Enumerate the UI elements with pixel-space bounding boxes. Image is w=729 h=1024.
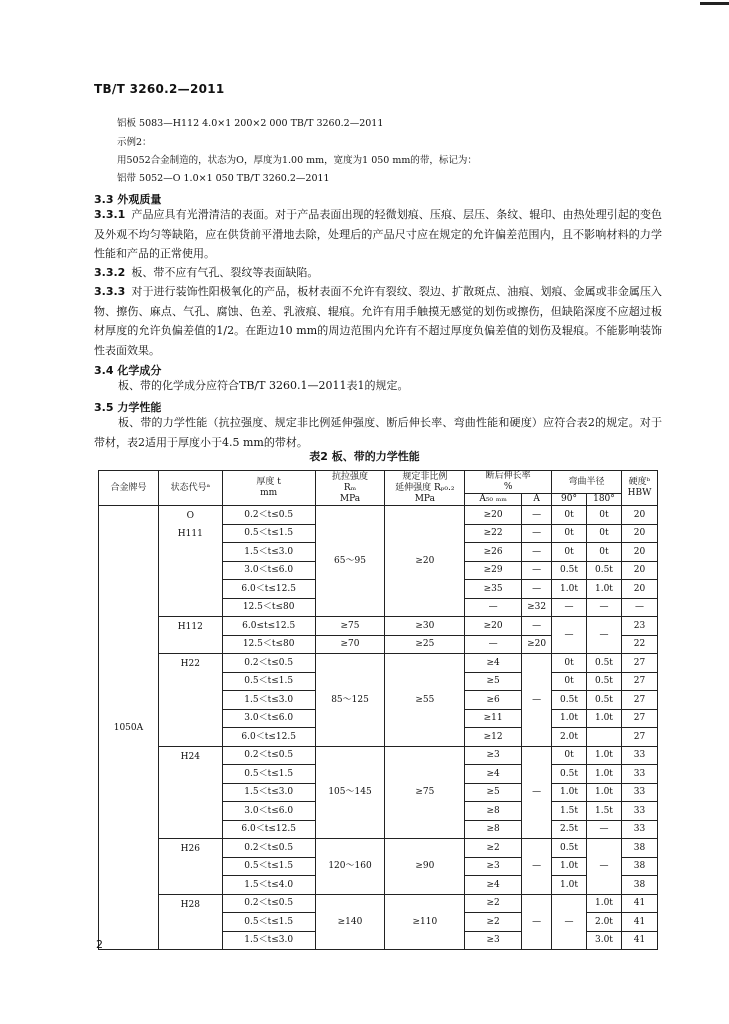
hardness-cell: 33 [621, 765, 657, 784]
table-row [99, 617, 658, 636]
bend-180-cell: 1.0t [586, 580, 621, 599]
hardness-cell: — [621, 598, 657, 617]
thickness-cell: 0.2＜t≤0.5 [222, 654, 315, 673]
table-body [99, 506, 658, 950]
bend-90-cell: 1.0t [552, 709, 587, 728]
a50-cell: ≥35 [465, 580, 522, 599]
bend-90-cell: 0.5t [552, 765, 587, 784]
bend-180-cell: 0t [586, 543, 621, 562]
bend-180-cell: 0.5t [586, 691, 621, 710]
a50-cell: — [465, 635, 522, 654]
a-cell: — [522, 561, 552, 580]
a50-cell: ≥4 [465, 765, 522, 784]
bend-90-cell: 0t [552, 524, 587, 543]
thickness-cell: 6.0＜t≤12.5 [222, 728, 315, 747]
a-cell: — [522, 506, 552, 525]
bend-180-cell: 1.5t [586, 802, 621, 821]
thickness-cell: 12.5＜t≤80 [222, 635, 315, 654]
thickness-cell: 0.5＜t≤1.5 [222, 672, 315, 691]
a50-cell: ≥3 [465, 746, 522, 765]
proof-cell: ≥30 [385, 617, 465, 636]
table-row [99, 894, 658, 913]
bend-180-cell: 2.0t [586, 913, 621, 932]
bend-90-cell: 0t [552, 654, 587, 673]
a50-cell: ≥4 [465, 654, 522, 673]
hardness-cell: 20 [621, 561, 657, 580]
clause-number: 3.3.2 [94, 266, 126, 279]
thickness-cell: 0.2＜t≤0.5 [222, 894, 315, 913]
bend-90-cell: 1.0t [552, 857, 587, 876]
alloy-cell: 1050A [99, 506, 159, 950]
bend-180-cell [586, 728, 621, 747]
example-line-1: 铝板 5083—H112 4.0×1 200×2 000 TB/T 3260.2—2011 [117, 118, 384, 129]
a-cell: — [522, 746, 552, 839]
paragraph-3-3-3 [94, 282, 662, 360]
table-row [99, 746, 658, 765]
scan-mark [700, 2, 729, 5]
thickness-cell: 6.0＜t≤12.5 [222, 580, 315, 599]
a50-cell: ≥5 [465, 672, 522, 691]
bend-180-cell: 0.5t [586, 561, 621, 580]
a50-cell: ≥5 [465, 783, 522, 802]
bend-180-cell: 1.0t [586, 746, 621, 765]
clause-number: 3.3.3 [94, 285, 126, 298]
bend-180-cell: 3.0t [586, 931, 621, 950]
tensile-cell: 65～95 [315, 506, 385, 617]
hardness-cell: 33 [621, 820, 657, 839]
section-heading-3-4: 3.4 化学成分 [94, 364, 162, 377]
hardness-cell: 33 [621, 783, 657, 802]
hardness-cell: 41 [621, 913, 657, 932]
thickness-cell: 1.5＜t≤3.0 [222, 691, 315, 710]
a50-cell: ≥2 [465, 839, 522, 858]
a50-cell: ≥20 [465, 617, 522, 636]
paragraph-3-3-2 [94, 263, 662, 283]
a50-cell: ≥3 [465, 857, 522, 876]
a50-cell: ≥11 [465, 709, 522, 728]
a-cell: — [522, 654, 552, 747]
col-tensile: 抗拉强度 Rₘ MPa [315, 471, 385, 506]
bend-180-cell: 0t [586, 524, 621, 543]
hardness-cell: 41 [621, 894, 657, 913]
col-bend-90: 90° [552, 494, 587, 506]
proof-cell: ≥25 [385, 635, 465, 654]
hardness-cell: 22 [621, 635, 657, 654]
bend-90-cell: 0.5t [552, 561, 587, 580]
hardness-cell: 23 [621, 617, 657, 636]
col-bend-180: 180° [586, 494, 621, 506]
bend-90-cell: 1.5t [552, 802, 587, 821]
bend-90-cell: — [552, 617, 587, 654]
hardness-cell: 38 [621, 876, 657, 895]
col-hardness: 硬度ᵇ HBW [621, 471, 657, 506]
bend-90-cell: 0t [552, 672, 587, 691]
bend-180-cell: — [586, 598, 621, 617]
a50-cell: — [465, 598, 522, 617]
temper-cell: H24 [158, 746, 222, 839]
bend-90-cell: 2.5t [552, 820, 587, 839]
thickness-cell: 1.5＜t≤4.0 [222, 876, 315, 895]
a-cell: — [522, 839, 552, 895]
col-temper: 状态代号ᵃ [158, 471, 222, 506]
thickness-cell: 0.5＜t≤1.5 [222, 913, 315, 932]
hardness-cell: 27 [621, 728, 657, 747]
hardness-cell: 27 [621, 654, 657, 673]
table-row [99, 839, 658, 858]
paragraph-3-5: 板、带的力学性能（抗拉强度、规定非比例延伸强度、断后伸长率、弯曲性能和硬度）应符合表2的规定。对于带材，表2适用于厚度小于4.5 mm的带材。 [94, 416, 662, 449]
temper-cell: O H111 [158, 506, 222, 617]
col-elongation: 断后伸长率 % [465, 471, 552, 494]
a50-cell: ≥3 [465, 931, 522, 950]
thickness-cell: 0.2＜t≤0.5 [222, 746, 315, 765]
bend-180-cell: — [586, 617, 621, 654]
hardness-cell: 20 [621, 524, 657, 543]
thickness-cell: 0.5＜t≤1.5 [222, 765, 315, 784]
tensile-cell: 120～160 [315, 839, 385, 895]
proof-cell: ≥20 [385, 506, 465, 617]
tensile-cell: ≥140 [315, 894, 385, 950]
page-number: 2 [96, 938, 103, 951]
temper-cell: H28 [158, 894, 222, 950]
bend-90-cell: 0.5t [552, 691, 587, 710]
hardness-cell: 20 [621, 580, 657, 599]
a50-cell: ≥12 [465, 728, 522, 747]
a50-cell: ≥29 [465, 561, 522, 580]
tensile-cell: 105～145 [315, 746, 385, 839]
thickness-cell: 12.5＜t≤80 [222, 598, 315, 617]
temper-cell: H112 [158, 617, 222, 654]
bend-90-cell: 0t [552, 506, 587, 525]
bend-90-cell: 0.5t [552, 839, 587, 858]
hardness-cell: 27 [621, 691, 657, 710]
bend-180-cell: — [586, 820, 621, 839]
hardness-cell: 33 [621, 746, 657, 765]
bend-90-cell: 2.0t [552, 728, 587, 747]
a-cell: — [522, 543, 552, 562]
col-alloy: 合金牌号 [99, 471, 159, 506]
a50-cell: ≥8 [465, 820, 522, 839]
table-caption: 表2 板、带的力学性能 [309, 450, 420, 463]
hardness-cell: 20 [621, 506, 657, 525]
thickness-cell: 1.5＜t≤3.0 [222, 543, 315, 562]
proof-cell: ≥75 [385, 746, 465, 839]
thickness-cell: 0.5＜t≤1.5 [222, 524, 315, 543]
bend-180-cell: 0.5t [586, 672, 621, 691]
col-thickness: 厚度 t mm [222, 471, 315, 506]
proof-cell: ≥110 [385, 894, 465, 950]
example-label-2: 示例2： [117, 137, 152, 148]
a50-cell: ≥26 [465, 543, 522, 562]
bend-90-cell: — [552, 894, 587, 950]
bend-180-cell: 1.0t [586, 783, 621, 802]
thickness-cell: 0.2＜t≤0.5 [222, 506, 315, 525]
a-cell: — [522, 580, 552, 599]
bend-90-cell: 0t [552, 543, 587, 562]
bend-90-cell: 1.0t [552, 580, 587, 599]
tensile-cell: ≥70 [315, 635, 385, 654]
temper-cell: H26 [158, 839, 222, 895]
example-line-3: 铝带 5052—O 1.0×1 050 TB/T 3260.2—2011 [117, 173, 330, 184]
thickness-cell: 1.5＜t≤3.0 [222, 931, 315, 950]
hardness-cell: 20 [621, 543, 657, 562]
col-a: A [522, 494, 552, 506]
bend-90-cell: — [552, 598, 587, 617]
thickness-cell: 0.2＜t≤0.5 [222, 839, 315, 858]
a50-cell: ≥20 [465, 506, 522, 525]
paragraph-3-3-1 [94, 205, 662, 264]
clause-number: 3.3.1 [94, 208, 126, 221]
tensile-cell: 85～125 [315, 654, 385, 747]
hardness-cell: 38 [621, 857, 657, 876]
hardness-cell: 27 [621, 709, 657, 728]
a50-cell: ≥2 [465, 913, 522, 932]
col-bend: 弯曲半径 [552, 471, 622, 494]
bend-180-cell: 1.0t [586, 894, 621, 913]
bend-180-cell: 1.0t [586, 765, 621, 784]
hardness-cell: 41 [621, 931, 657, 950]
a-cell: ≥20 [522, 635, 552, 654]
thickness-cell: 3.0＜t≤6.0 [222, 561, 315, 580]
a-cell: ≥32 [522, 598, 552, 617]
clause-text: 产品应具有光滑清洁的表面。对于产品表面出现的轻微划痕、压痕、层压、条纹、辊印、由热处理引起的变色及外观不均匀等缺陷，应在供货前平滑地去除，处理后的产品尺寸应在规定的允许偏差范围内，且不影响材料的力学性能和产品的正常使用。 [94, 208, 662, 260]
bend-180-cell: 1.0t [586, 709, 621, 728]
section-heading-3-3: 3.3 外观质量 [94, 193, 162, 206]
a-cell: — [522, 617, 552, 636]
table-row [99, 654, 658, 673]
thickness-cell: 6.0＜t≤12.5 [222, 820, 315, 839]
hardness-cell: 27 [621, 672, 657, 691]
a-cell: — [522, 894, 552, 950]
col-a50: A₅₀ ₘₘ [465, 494, 522, 506]
a50-cell: ≥4 [465, 876, 522, 895]
temper-cell: H22 [158, 654, 222, 747]
thickness-cell: 1.5＜t≤3.0 [222, 783, 315, 802]
col-proof: 规定非比例 延伸强度 Rₚ₀.₂ MPa [385, 471, 465, 506]
bend-180-cell: 0t [586, 506, 621, 525]
hardness-cell: 38 [621, 839, 657, 858]
thickness-cell: 0.5＜t≤1.5 [222, 857, 315, 876]
bend-180-cell: — [586, 839, 621, 895]
a50-cell: ≥8 [465, 802, 522, 821]
a50-cell: ≥6 [465, 691, 522, 710]
a50-cell: ≥22 [465, 524, 522, 543]
hardness-cell: 33 [621, 802, 657, 821]
thickness-cell: 3.0＜t≤6.0 [222, 802, 315, 821]
section-heading-3-5: 3.5 力学性能 [94, 401, 162, 414]
clause-text: 对于进行装饰性阳极氧化的产品，板材表面不允许有裂纹、裂边、扩散斑点、油痕、划痕、金属或非金属压入物、擦伤、麻点、气孔、腐蚀、色差、乳液痕、辊痕。允许有用手触摸无感觉的划伤或擦伤，但缺陷深度不应超过板材厚度的允许负偏差值的1/2。在距边10 mm的周边范围内允许有不超过厚度负偏差值的划伤及辊痕。不能影响装饰性表面效果。 [94, 285, 662, 357]
thickness-cell: 6.0≤t≤12.5 [222, 617, 315, 636]
bend-90-cell: 1.0t [552, 876, 587, 895]
proof-cell: ≥90 [385, 839, 465, 895]
mechanical-properties-table [98, 470, 658, 950]
thickness-cell: 3.0＜t≤6.0 [222, 709, 315, 728]
clause-text: 板、带不应有气孔、裂纹等表面缺陷。 [131, 266, 319, 279]
bend-180-cell: 0.5t [586, 654, 621, 673]
tensile-cell: ≥75 [315, 617, 385, 636]
proof-cell: ≥55 [385, 654, 465, 747]
document-header: TB/T 3260.2—2011 [94, 82, 225, 96]
a50-cell: ≥2 [465, 894, 522, 913]
bend-90-cell: 0t [552, 746, 587, 765]
example-line-2: 用5052合金制造的，状态为O，厚度为1.00 mm，宽度为1 050 mm的带，标记为： [117, 155, 477, 166]
table-row [99, 506, 658, 525]
bend-90-cell: 1.0t [552, 783, 587, 802]
paragraph-3-4: 板、带的化学成分应符合TB/T 3260.1—2011表1的规定。 [118, 379, 409, 392]
a-cell: — [522, 524, 552, 543]
